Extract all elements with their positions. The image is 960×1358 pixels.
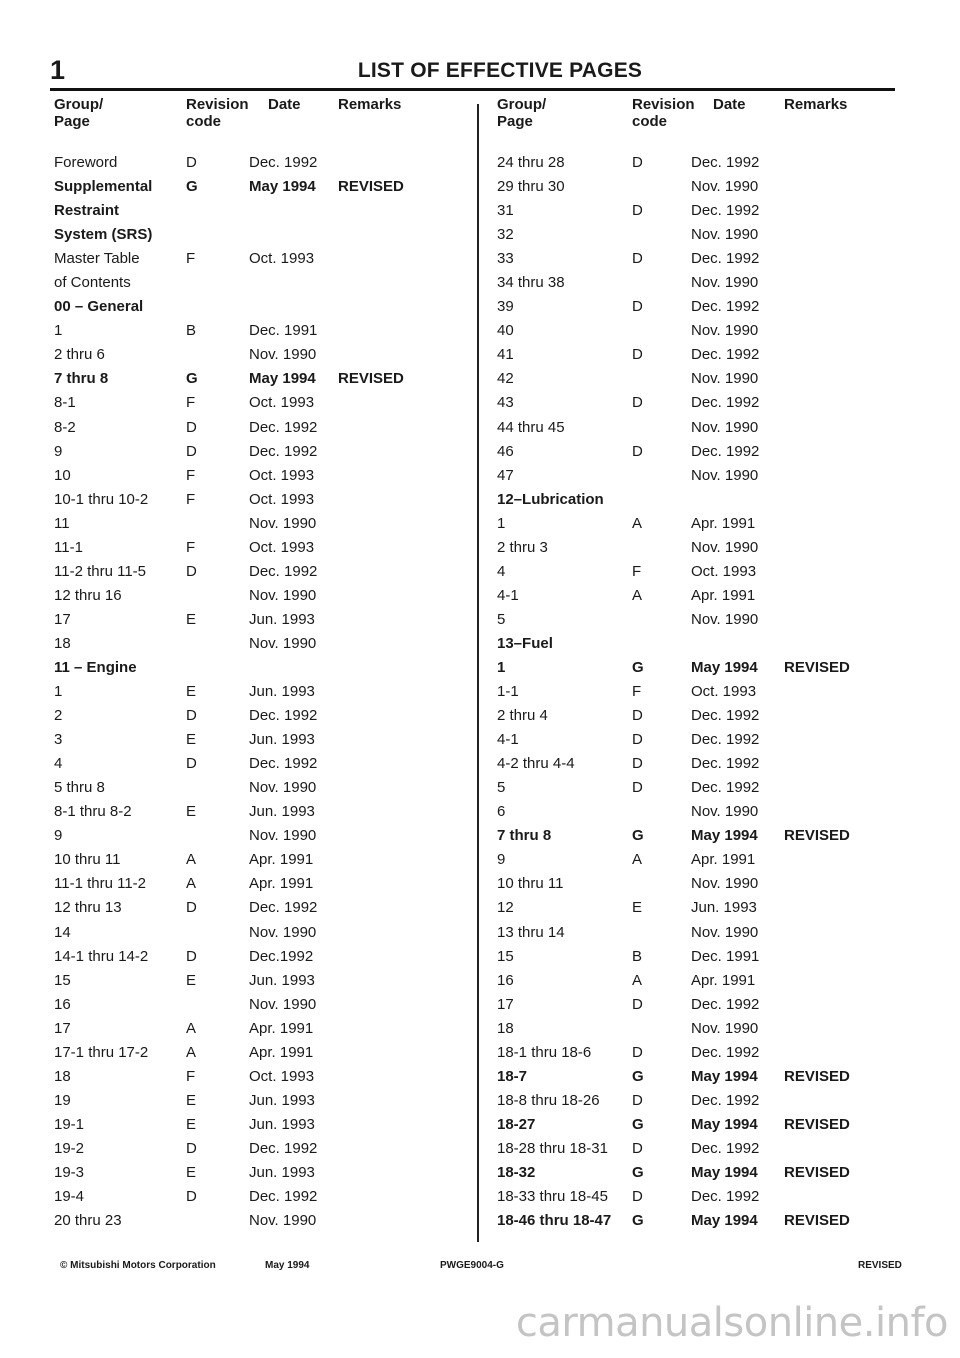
cell-date: May 1994 xyxy=(691,658,758,676)
cell-revision: D xyxy=(632,346,643,364)
cell-page: 4 xyxy=(497,562,506,580)
cell-page: 11 xyxy=(54,514,70,532)
cell-page: 8-2 xyxy=(54,418,76,436)
cell-revision: F xyxy=(186,490,196,508)
cell-revision: D xyxy=(632,442,643,460)
cell-revision: E xyxy=(186,1091,197,1109)
cell-revision: D xyxy=(186,947,197,965)
cell-date: May 1994 xyxy=(249,178,316,196)
cell-page: 19-2 xyxy=(54,1139,85,1157)
cell-remarks: REVISED xyxy=(784,1212,850,1230)
cell-date: Jun. 1993 xyxy=(249,683,315,701)
cell-page: 4-1 xyxy=(497,586,519,604)
cell-revision: B xyxy=(632,947,643,965)
cell-page: 2 thru 4 xyxy=(497,707,548,725)
cell-page: 4-1 xyxy=(497,731,519,749)
watermark: carmanualsonline.info xyxy=(515,1300,948,1346)
cell-date: Oct. 1993 xyxy=(249,490,315,508)
cell-date: Oct. 1993 xyxy=(249,250,315,268)
cell-date: Nov. 1990 xyxy=(249,779,317,797)
cell-page: 12 thru 16 xyxy=(54,586,122,604)
cell-page: of Contents xyxy=(54,274,131,292)
cell-page: 00 – General xyxy=(54,298,144,316)
header-page: Group/ Page xyxy=(54,96,104,130)
cell-remarks: REVISED xyxy=(784,1115,850,1133)
cell-page: 1-1 xyxy=(497,683,519,701)
cell-revision: A xyxy=(186,851,197,869)
cell-revision: D xyxy=(632,1043,643,1061)
cell-page: 1 xyxy=(497,658,506,676)
cell-date: Dec. 1992 xyxy=(691,1188,760,1206)
cell-revision: E xyxy=(186,971,197,989)
cell-revision: D xyxy=(186,562,197,580)
cell-page: 33 xyxy=(497,250,514,268)
cell-page: 10-1 thru 10-2 xyxy=(54,490,149,508)
cell-revision: A xyxy=(186,1019,197,1037)
cell-revision: G xyxy=(632,658,644,676)
cell-revision: D xyxy=(186,755,197,773)
cell-page: 10 xyxy=(54,466,71,484)
cell-page: 9 xyxy=(497,851,506,869)
cell-remarks: REVISED xyxy=(338,178,404,196)
cell-page: 19 xyxy=(54,1091,71,1109)
cell-date: Dec. 1992 xyxy=(249,442,318,460)
cell-date: Dec. 1992 xyxy=(249,755,318,773)
cell-date: Nov. 1990 xyxy=(249,634,317,652)
cell-page: 18-8 thru 18-26 xyxy=(497,1091,600,1109)
cell-revision: G xyxy=(186,178,198,196)
cell-revision: G xyxy=(632,1115,644,1133)
cell-date: Nov. 1990 xyxy=(691,538,759,556)
cell-remarks: REVISED xyxy=(338,370,404,388)
cell-page: 16 xyxy=(497,971,514,989)
cell-date: Apr. 1991 xyxy=(691,586,756,604)
cell-page: 32 xyxy=(497,226,514,244)
cell-page: 17 xyxy=(54,610,71,628)
cell-page: 11-1 xyxy=(54,538,83,556)
cell-date: Dec. 1992 xyxy=(691,707,760,725)
cell-revision: F xyxy=(186,466,196,484)
cell-page: 8-1 xyxy=(54,394,76,412)
cell-revision: E xyxy=(632,899,643,917)
cell-date: Dec. 1992 xyxy=(691,1091,760,1109)
cell-date: Dec. 1992 xyxy=(691,442,760,460)
header-rule xyxy=(50,88,895,91)
cell-date: Apr. 1991 xyxy=(249,1019,314,1037)
header-revision: Revision code xyxy=(186,96,249,130)
cell-page: 16 xyxy=(54,995,71,1013)
cell-revision: D xyxy=(186,154,197,171)
cell-date: Dec. 1992 xyxy=(249,707,318,725)
cell-page: 9 xyxy=(54,827,63,845)
cell-revision: F xyxy=(186,538,196,556)
cell-date: Nov. 1990 xyxy=(691,322,759,340)
cell-date: Nov. 1990 xyxy=(691,466,759,484)
cell-date: Dec. 1992 xyxy=(691,995,760,1013)
cell-revision: D xyxy=(632,995,643,1013)
cell-date: Dec. 1992 xyxy=(691,394,760,412)
cell-date: Nov. 1990 xyxy=(249,827,317,845)
cell-revision: F xyxy=(186,1067,196,1085)
cell-revision: D xyxy=(632,707,643,725)
cell-date: Jun. 1993 xyxy=(249,1115,315,1133)
cell-page: 31 xyxy=(497,202,514,220)
cell-page: 43 xyxy=(497,394,514,412)
cell-revision: D xyxy=(186,442,197,460)
cell-page: 46 xyxy=(497,442,514,460)
cell-date: Jun. 1993 xyxy=(249,731,315,749)
footer-code: PWGE9004-G xyxy=(440,1260,504,1271)
cell-date: Dec. 1992 xyxy=(691,346,760,364)
cell-date: Oct. 1993 xyxy=(249,538,315,556)
cell-page: 13 thru 14 xyxy=(497,923,565,941)
cell-revision: D xyxy=(632,755,643,773)
cell-date: Oct. 1993 xyxy=(249,394,315,412)
cell-revision: D xyxy=(632,154,643,171)
cell-revision: A xyxy=(632,971,643,989)
cell-revision: D xyxy=(632,202,643,220)
cell-page: 13–Fuel xyxy=(497,634,553,652)
cell-date: Nov. 1990 xyxy=(691,610,759,628)
cell-revision: E xyxy=(186,683,197,701)
cell-revision: A xyxy=(632,851,643,869)
cell-date: May 1994 xyxy=(691,1212,758,1230)
cell-page: 9 xyxy=(54,442,63,460)
cell-date: Nov. 1990 xyxy=(691,418,759,436)
cell-page: 47 xyxy=(497,466,514,484)
cell-page: 1 xyxy=(54,683,63,701)
cell-page: 19-1 xyxy=(54,1115,85,1133)
cell-date: Dec. 1992 xyxy=(691,779,760,797)
cell-page: 18-7 xyxy=(497,1067,528,1085)
cell-page: 5 thru 8 xyxy=(54,779,105,797)
cell-revision: G xyxy=(632,1163,644,1181)
cell-date: Nov. 1990 xyxy=(249,346,317,364)
cell-date: Nov. 1990 xyxy=(691,274,759,292)
cell-revision: F xyxy=(186,394,196,412)
cell-page: Foreword xyxy=(54,154,118,171)
cell-date: Apr. 1991 xyxy=(249,875,314,893)
cell-date: Apr. 1991 xyxy=(691,514,756,532)
header-revision: Revision code xyxy=(632,96,695,130)
cell-date: Dec. 1992 xyxy=(249,899,318,917)
cell-revision: D xyxy=(186,1188,197,1206)
cell-date: Dec. 1992 xyxy=(691,202,760,220)
cell-page: 11-1 thru 11-2 xyxy=(54,875,146,893)
cell-page: 10 thru 11 xyxy=(497,875,564,893)
cell-date: Apr. 1991 xyxy=(249,1043,314,1061)
cell-page: 18-28 thru 18-31 xyxy=(497,1139,608,1157)
cell-page: 2 thru 6 xyxy=(54,346,105,364)
cell-page: 40 xyxy=(497,322,514,340)
cell-page: 18 xyxy=(54,1067,71,1085)
cell-revision: B xyxy=(186,322,197,340)
cell-date: Dec. 1991 xyxy=(249,322,318,340)
cell-page: 8-1 thru 8-2 xyxy=(54,803,132,821)
cell-date: Oct. 1993 xyxy=(249,1067,315,1085)
cell-page: 15 xyxy=(54,971,71,989)
cell-page: 19-3 xyxy=(54,1163,85,1181)
cell-date: May 1994 xyxy=(691,1115,758,1133)
cell-page: Supplemental xyxy=(54,178,153,196)
cell-revision: D xyxy=(632,1091,643,1109)
cell-page: 4 xyxy=(54,755,63,773)
cell-page: 39 xyxy=(497,298,514,316)
footer-date: May 1994 xyxy=(265,1260,310,1271)
cell-date: Dec. 1992 xyxy=(691,1139,760,1157)
cell-page: 24 thru 28 xyxy=(497,154,565,171)
cell-date: Dec. 1992 xyxy=(691,154,760,171)
header-date: Date xyxy=(713,96,746,113)
cell-date: Dec. 1992 xyxy=(249,1139,318,1157)
cell-revision: D xyxy=(632,1188,643,1206)
cell-revision: D xyxy=(632,394,643,412)
cell-date: Jun. 1993 xyxy=(249,610,315,628)
cell-revision: D xyxy=(632,250,643,268)
cell-date: Nov. 1990 xyxy=(249,1212,317,1230)
cell-page: 7 thru 8 xyxy=(54,370,109,388)
cell-date: Dec. 1992 xyxy=(691,1043,760,1061)
cell-page: 10 thru 11 xyxy=(54,851,121,869)
header-date: Date xyxy=(268,96,301,113)
cell-revision: E xyxy=(186,803,197,821)
cell-revision: D xyxy=(186,1139,197,1157)
cell-date: Oct. 1993 xyxy=(691,562,757,580)
header-remarks: Remarks xyxy=(784,96,848,113)
cell-date: Dec. 1992 xyxy=(249,154,318,171)
cell-revision: D xyxy=(632,731,643,749)
cell-page: 18-27 xyxy=(497,1115,536,1133)
cell-page: 41 xyxy=(497,346,514,364)
cell-date: Dec. 1992 xyxy=(691,298,760,316)
cell-page: 12 thru 13 xyxy=(54,899,122,917)
cell-date: Dec. 1992 xyxy=(249,562,318,580)
cell-date: May 1994 xyxy=(691,1163,758,1181)
cell-revision: D xyxy=(632,1139,643,1157)
cell-remarks: REVISED xyxy=(784,658,850,676)
cell-date: Nov. 1990 xyxy=(249,514,317,532)
cell-page: 18 xyxy=(54,634,71,652)
cell-date: Nov. 1990 xyxy=(691,1019,759,1037)
cell-date: Nov. 1990 xyxy=(249,586,317,604)
cell-page: 6 xyxy=(497,803,506,821)
cell-page: 4-2 thru 4-4 xyxy=(497,755,575,773)
cell-revision: D xyxy=(186,899,197,917)
cell-page: 20 thru 23 xyxy=(54,1212,122,1230)
cell-date: Dec. 1992 xyxy=(691,731,760,749)
cell-page: 2 thru 3 xyxy=(497,538,548,556)
cell-date: Nov. 1990 xyxy=(249,923,317,941)
cell-page: 34 thru 38 xyxy=(497,274,565,292)
cell-page: 42 xyxy=(497,370,514,388)
cell-page: 18-1 thru 18-6 xyxy=(497,1043,592,1061)
cell-date: Jun. 1993 xyxy=(249,1163,315,1181)
cell-page: 18 xyxy=(497,1019,514,1037)
cell-page: 14-1 thru 14-2 xyxy=(54,947,149,965)
cell-page: 5 xyxy=(497,779,506,797)
cell-date: Jun. 1993 xyxy=(249,1091,315,1109)
cell-date: Oct. 1993 xyxy=(249,466,315,484)
cell-page: 17-1 thru 17-2 xyxy=(54,1043,149,1061)
cell-date: Jun. 1993 xyxy=(249,971,315,989)
footer-copyright: © Mitsubishi Motors Corporation xyxy=(60,1260,216,1271)
cell-page: Master Table xyxy=(54,250,140,268)
page-title: LIST OF EFFECTIVE PAGES xyxy=(357,59,643,82)
cell-revision: A xyxy=(186,875,197,893)
cell-page: 18-46 thru 18-47 xyxy=(497,1212,612,1230)
cell-page: 18-32 xyxy=(497,1163,536,1181)
header-remarks: Remarks xyxy=(338,96,402,113)
cell-page: 29 thru 30 xyxy=(497,178,565,196)
page-number: 1 xyxy=(50,55,66,85)
cell-revision: G xyxy=(186,370,198,388)
cell-revision: G xyxy=(632,1212,644,1230)
cell-date: Nov. 1990 xyxy=(691,178,759,196)
cell-page: 12 xyxy=(497,899,514,917)
cell-date: Dec.1992 xyxy=(249,947,314,965)
cell-revision: F xyxy=(632,562,642,580)
cell-date: Dec. 1992 xyxy=(249,418,318,436)
cell-page: 1 xyxy=(54,322,63,340)
cell-page: 18-33 thru 18-45 xyxy=(497,1188,608,1206)
cell-page: 1 xyxy=(497,514,506,532)
cell-date: Jun. 1993 xyxy=(691,899,757,917)
cell-revision: A xyxy=(632,514,643,532)
cell-date: May 1994 xyxy=(249,370,316,388)
cell-date: Apr. 1991 xyxy=(691,851,756,869)
cell-page: Restraint xyxy=(54,202,120,220)
cell-page: 11 – Engine xyxy=(54,658,137,676)
cell-date: Nov. 1990 xyxy=(691,803,759,821)
cell-date: Nov. 1990 xyxy=(691,370,759,388)
cell-revision: A xyxy=(186,1043,197,1061)
cell-remarks: REVISED xyxy=(784,1067,850,1085)
cell-revision: E xyxy=(186,1163,197,1181)
cell-revision: G xyxy=(632,1067,644,1085)
cell-revision: E xyxy=(186,610,197,628)
cell-revision: F xyxy=(632,683,642,701)
cell-remarks: REVISED xyxy=(784,1163,850,1181)
cell-date: Nov. 1990 xyxy=(691,923,759,941)
cell-date: Dec. 1992 xyxy=(691,755,760,773)
cell-date: May 1994 xyxy=(691,827,758,845)
cell-page: 12–Lubrication xyxy=(497,490,604,508)
cell-date: Jun. 1993 xyxy=(249,803,315,821)
cell-revision: A xyxy=(632,586,643,604)
cell-date: Dec. 1991 xyxy=(691,947,760,965)
cell-page: 19-4 xyxy=(54,1188,85,1206)
cell-revision: D xyxy=(632,779,643,797)
cell-page: 7 thru 8 xyxy=(497,827,552,845)
cell-date: Oct. 1993 xyxy=(691,683,757,701)
header-page: Group/ Page xyxy=(497,96,547,130)
cell-page: 14 xyxy=(54,923,71,941)
cell-remarks: REVISED xyxy=(784,827,850,845)
cell-revision: D xyxy=(186,707,197,725)
cell-revision: E xyxy=(186,1115,197,1133)
cell-page: 17 xyxy=(54,1019,71,1037)
cell-page: 11-2 thru 11-5 xyxy=(54,562,146,580)
cell-date: Apr. 1991 xyxy=(249,851,314,869)
cell-revision: G xyxy=(632,827,644,845)
cell-date: May 1994 xyxy=(691,1067,758,1085)
cell-revision: F xyxy=(186,250,196,268)
cell-date: Nov. 1990 xyxy=(691,226,759,244)
footer-status: REVISED xyxy=(858,1260,902,1271)
cell-revision: D xyxy=(186,418,197,436)
cell-revision: E xyxy=(186,731,197,749)
cell-page: System (SRS) xyxy=(54,226,153,244)
cell-date: Nov. 1990 xyxy=(691,875,759,893)
cell-page: 5 xyxy=(497,610,506,628)
cell-page: 15 xyxy=(497,947,514,965)
cell-page: 3 xyxy=(54,731,63,749)
cell-date: Dec. 1992 xyxy=(249,1188,318,1206)
cell-page: 17 xyxy=(497,995,514,1013)
cell-page: 44 thru 45 xyxy=(497,418,565,436)
cell-date: Apr. 1991 xyxy=(691,971,756,989)
column-divider xyxy=(477,104,479,1242)
cell-page: 2 xyxy=(54,707,63,725)
cell-date: Nov. 1990 xyxy=(249,995,317,1013)
cell-revision: D xyxy=(632,298,643,316)
cell-date: Dec. 1992 xyxy=(691,250,760,268)
